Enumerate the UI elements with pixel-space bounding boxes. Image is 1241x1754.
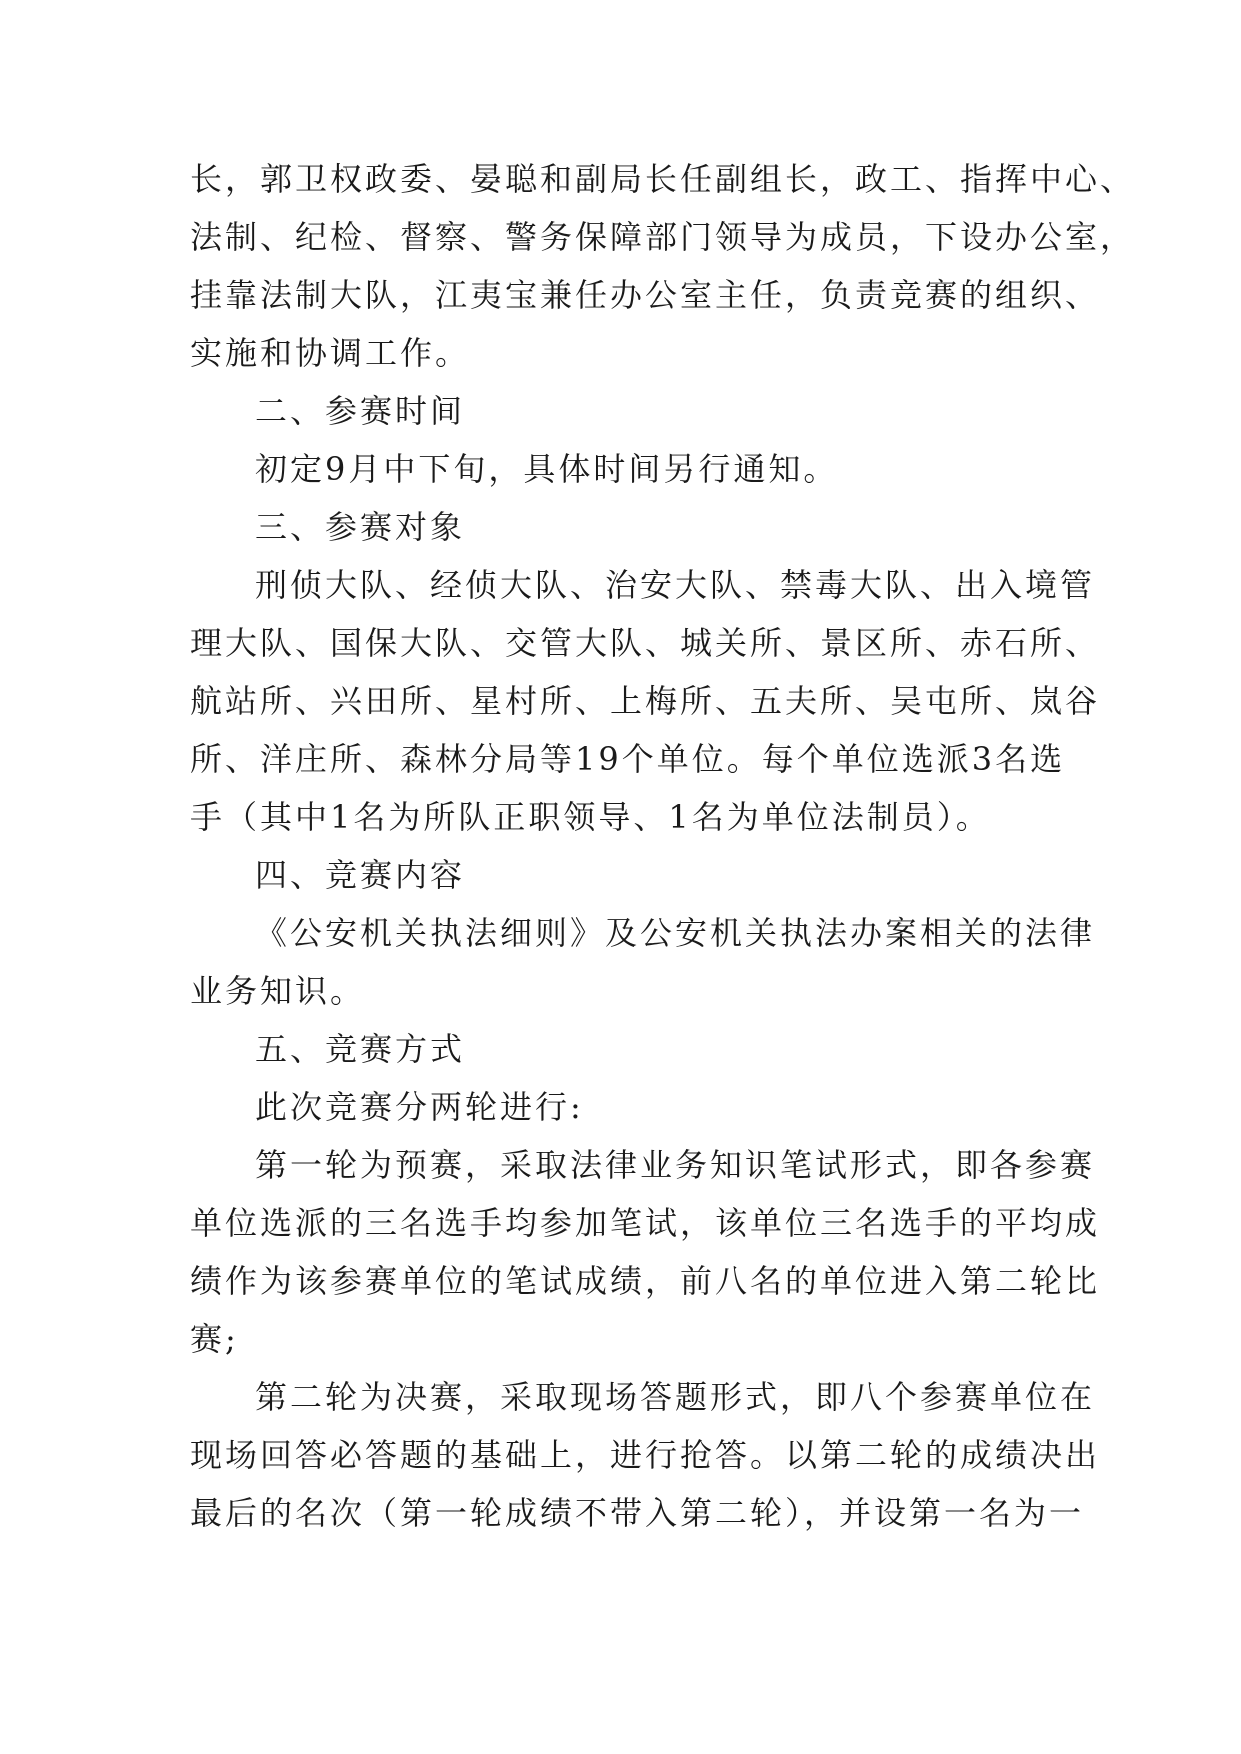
text-line-11: 所、洋庄所、森林分局等19个单位。每个单位选派3名选	[190, 740, 1066, 778]
text-line-10: 航站所、兴田所、星村所、上梅所、五夫所、吴屯所、岚谷	[190, 682, 1101, 720]
text-line-12: 手（其中1名为所队正职领导、1名为单位法制员）。	[190, 798, 991, 836]
text-line-6: 初定9月中下旬，具体时间另行通知。	[255, 450, 839, 488]
text-line-2: 法制、纪检、督察、警务保障部门领导为成员，下设办公室，	[190, 218, 1136, 256]
section-heading-time: 二、参赛时间	[255, 392, 466, 430]
text-line-8: 刑侦大队、经侦大队、治安大队、禁毒大队、出入境管	[255, 566, 1096, 604]
text-line-18: 第一轮为预赛，采取法律业务知识笔试形式，即各参赛	[255, 1146, 1096, 1184]
text-line-21: 赛;	[190, 1320, 239, 1358]
text-line-15: 业务知识。	[190, 972, 366, 1010]
text-line-17: 此次竞赛分两轮进行:	[255, 1088, 584, 1126]
text-line-3: 挂靠法制大队，江夷宝兼任办公室主任，负责竞赛的组织、	[190, 276, 1101, 314]
text-line-22: 第二轮为决赛，采取现场答题形式，即八个参赛单位在	[255, 1378, 1096, 1416]
section-heading-participants: 三、参赛对象	[255, 508, 466, 546]
section-heading-content: 四、竞赛内容	[255, 856, 466, 894]
text-line-4: 实施和协调工作。	[190, 334, 471, 372]
text-line-20: 绩作为该参赛单位的笔试成绩，前八名的单位进入第二轮比	[190, 1262, 1101, 1300]
text-line-24: 最后的名次（第一轮成绩不带入第二轮），并设第一名为一	[190, 1494, 1085, 1532]
text-line-19: 单位选派的三名选手均参加笔试，该单位三名选手的平均成	[190, 1204, 1101, 1242]
text-line-14: 《公安机关执法细则》及公安机关执法办案相关的法律	[255, 914, 1096, 952]
text-line-9: 理大队、国保大队、交管大队、城关所、景区所、赤石所、	[190, 624, 1101, 662]
text-line-23: 现场回答必答题的基础上，进行抢答。以第二轮的成绩决出	[190, 1436, 1101, 1474]
section-heading-format: 五、竞赛方式	[255, 1030, 466, 1068]
text-line-1: 长，郭卫权政委、晏聪和副局长任副组长，政工、指挥中心、	[190, 160, 1136, 198]
document-body	[190, 150, 1136, 1542]
